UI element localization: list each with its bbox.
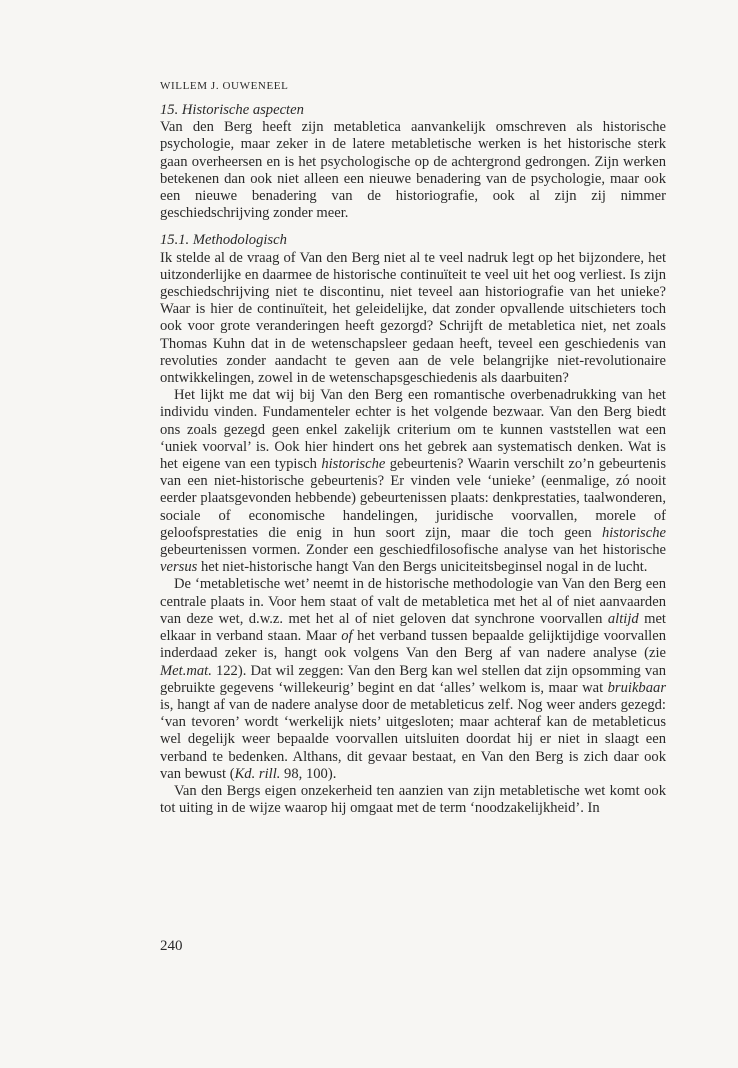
italic-run: versus: [160, 559, 198, 576]
paragraph-15-1-1: Ik stelde al de vraag of Van den Berg niet al te veel nadruk legt op het bijzondere, het uitzonderlijke en daarmee de historische continuïteit te veel uit het oog verliest. Is zijn geschiedschrijving niet te discontinu, niet teveel aan historiografie van het unieke? Waar is hier de continuïteit, het geleidelijke, dat zonder opvallende uitschieters toch ook voor grote veranderingen heeft gezorgd? Schrijft de metabletica niet, net zoals Thomas Kuhn dat in de wetenschapsleer gedaan heeft, teveel een geschiedenis van revoluties zonder aandacht te geven aan de vele belangrijke niet-revolutionaire ontwikkelingen, zowel in de wetenschapsgeschiedenis als daarbuiten?: [160, 249, 666, 387]
italic-run: Kd. rill.: [234, 765, 281, 782]
text-run: is, hangt af van de nadere analyse door de metableticus zelf. Nog weer anders gezegd: ‘van tevoren’ wordt ‘werkelijk niets’ uitgesloten; maar achteraf kan de metableticus wel degelijk weer bepaalde voorvallen uitsluiten doordat hij er niet in slaagt een verband te bedenken. Althans, dit gevaar bestaat, en Van den Berg is zich daar ook van bewust (: [160, 696, 666, 782]
page-number: 240: [160, 938, 183, 954]
text-run: gebeurtenissen vormen. Zonder een geschiedfilosofische analyse van het historische: [160, 542, 666, 559]
section-gap: [160, 222, 666, 232]
italic-run: historische: [601, 524, 666, 541]
section-title-15: 15. Historische aspecten: [160, 102, 304, 118]
text-run: De ‘metabletische wet’ neemt in de historische methodologie van Van den Berg een centrale plaats in. Voor hem staat of valt de metabletica met het al of niet aanvaarden van deze wet, d.w.z. met het al of niet geloven dat synchrone voorvallen: [160, 576, 666, 627]
section-title-15-1: 15.1. Methodologisch: [160, 232, 287, 249]
italic-run: historische: [321, 456, 386, 473]
paragraph-15-1-4: Van den Bergs eigen onzekerheid ten aanzien van zijn metabletische wet komt ook tot uiting in de wijze waarop hij omgaat met de term ‘noodzakelijkheid’. In: [160, 782, 666, 817]
body-text: [160, 102, 666, 817]
text-run: met elkaar in verband staan. Maar: [160, 610, 666, 645]
paragraph-15-1-2: [160, 387, 666, 576]
text-run: gebeurtenis? Waarin verschilt zo’n gebeurtenis van een niet-historische gebeurtenis? Er vinden vele ‘unieke’ (eenmalige, zó nooit eerder plaatsgevonden hebbende) gebeurtenissen plaats: denkprestaties, taalwonderen, sociale of economische handelingen, juridische voorvallen, morele of geloofsprestaties die enig in hun soort zijn, maar die toch geen: [160, 456, 666, 541]
text-run: het verband tussen bepaalde gelijktijdige voorvallen inderdaad zeker is, hangt ook volgens Van den Berg af van nadere analyse (zie: [160, 628, 666, 662]
text-run: 98, 100).: [280, 765, 337, 782]
italic-run: bruikbaar: [607, 679, 666, 696]
italic-run: of: [341, 628, 353, 645]
text-run: het niet-historische hangt Van den Bergs uniciteitsbeginsel nogal in de lucht.: [197, 559, 648, 576]
text-run: 122). Dat wil zeggen: Van den Berg kan wel stellen dat zijn opsomming van gebruikte gegevens ‘willekeurig’ begint en dat ‘alles’ welkom is, maar wat: [160, 662, 666, 696]
italic-run: altijd: [607, 610, 639, 627]
text-run: Het lijkt me dat wij bij Van den Berg een romantische overbenadrukking van het individu vinden. Fundamenteler echter is het volgende bezwaar. Van den Berg biedt ons zoals gezegd geen enkel zakelijk criterium om te kunnen vaststellen wat een ‘uniek voorval’ is. Ook hier hindert ons het gebrek aan systematisch denken. Wat is het eigene van een typisch: [160, 387, 666, 473]
running-head: WILLEM J. OUWENEEL: [160, 80, 289, 92]
paragraph-15-1: Van den Berg heeft zijn metabletica aanvankelijk omschreven als historische psychologie, maar zeker in de latere metabletische werken is het historische sterk gaan overheersen en is het psychologische op de achtergrond gedrongen. Zijn werken betekenen dan ook niet alleen een nieuwe benadering van de psychologie, maar ook een nieuwe benadering van de historiografie, ook al zijn zij nimmer geschiedschrijving zonder meer.: [160, 119, 666, 222]
paragraph-15-1-3: [160, 576, 666, 782]
italic-run: Met.mat.: [160, 662, 212, 679]
